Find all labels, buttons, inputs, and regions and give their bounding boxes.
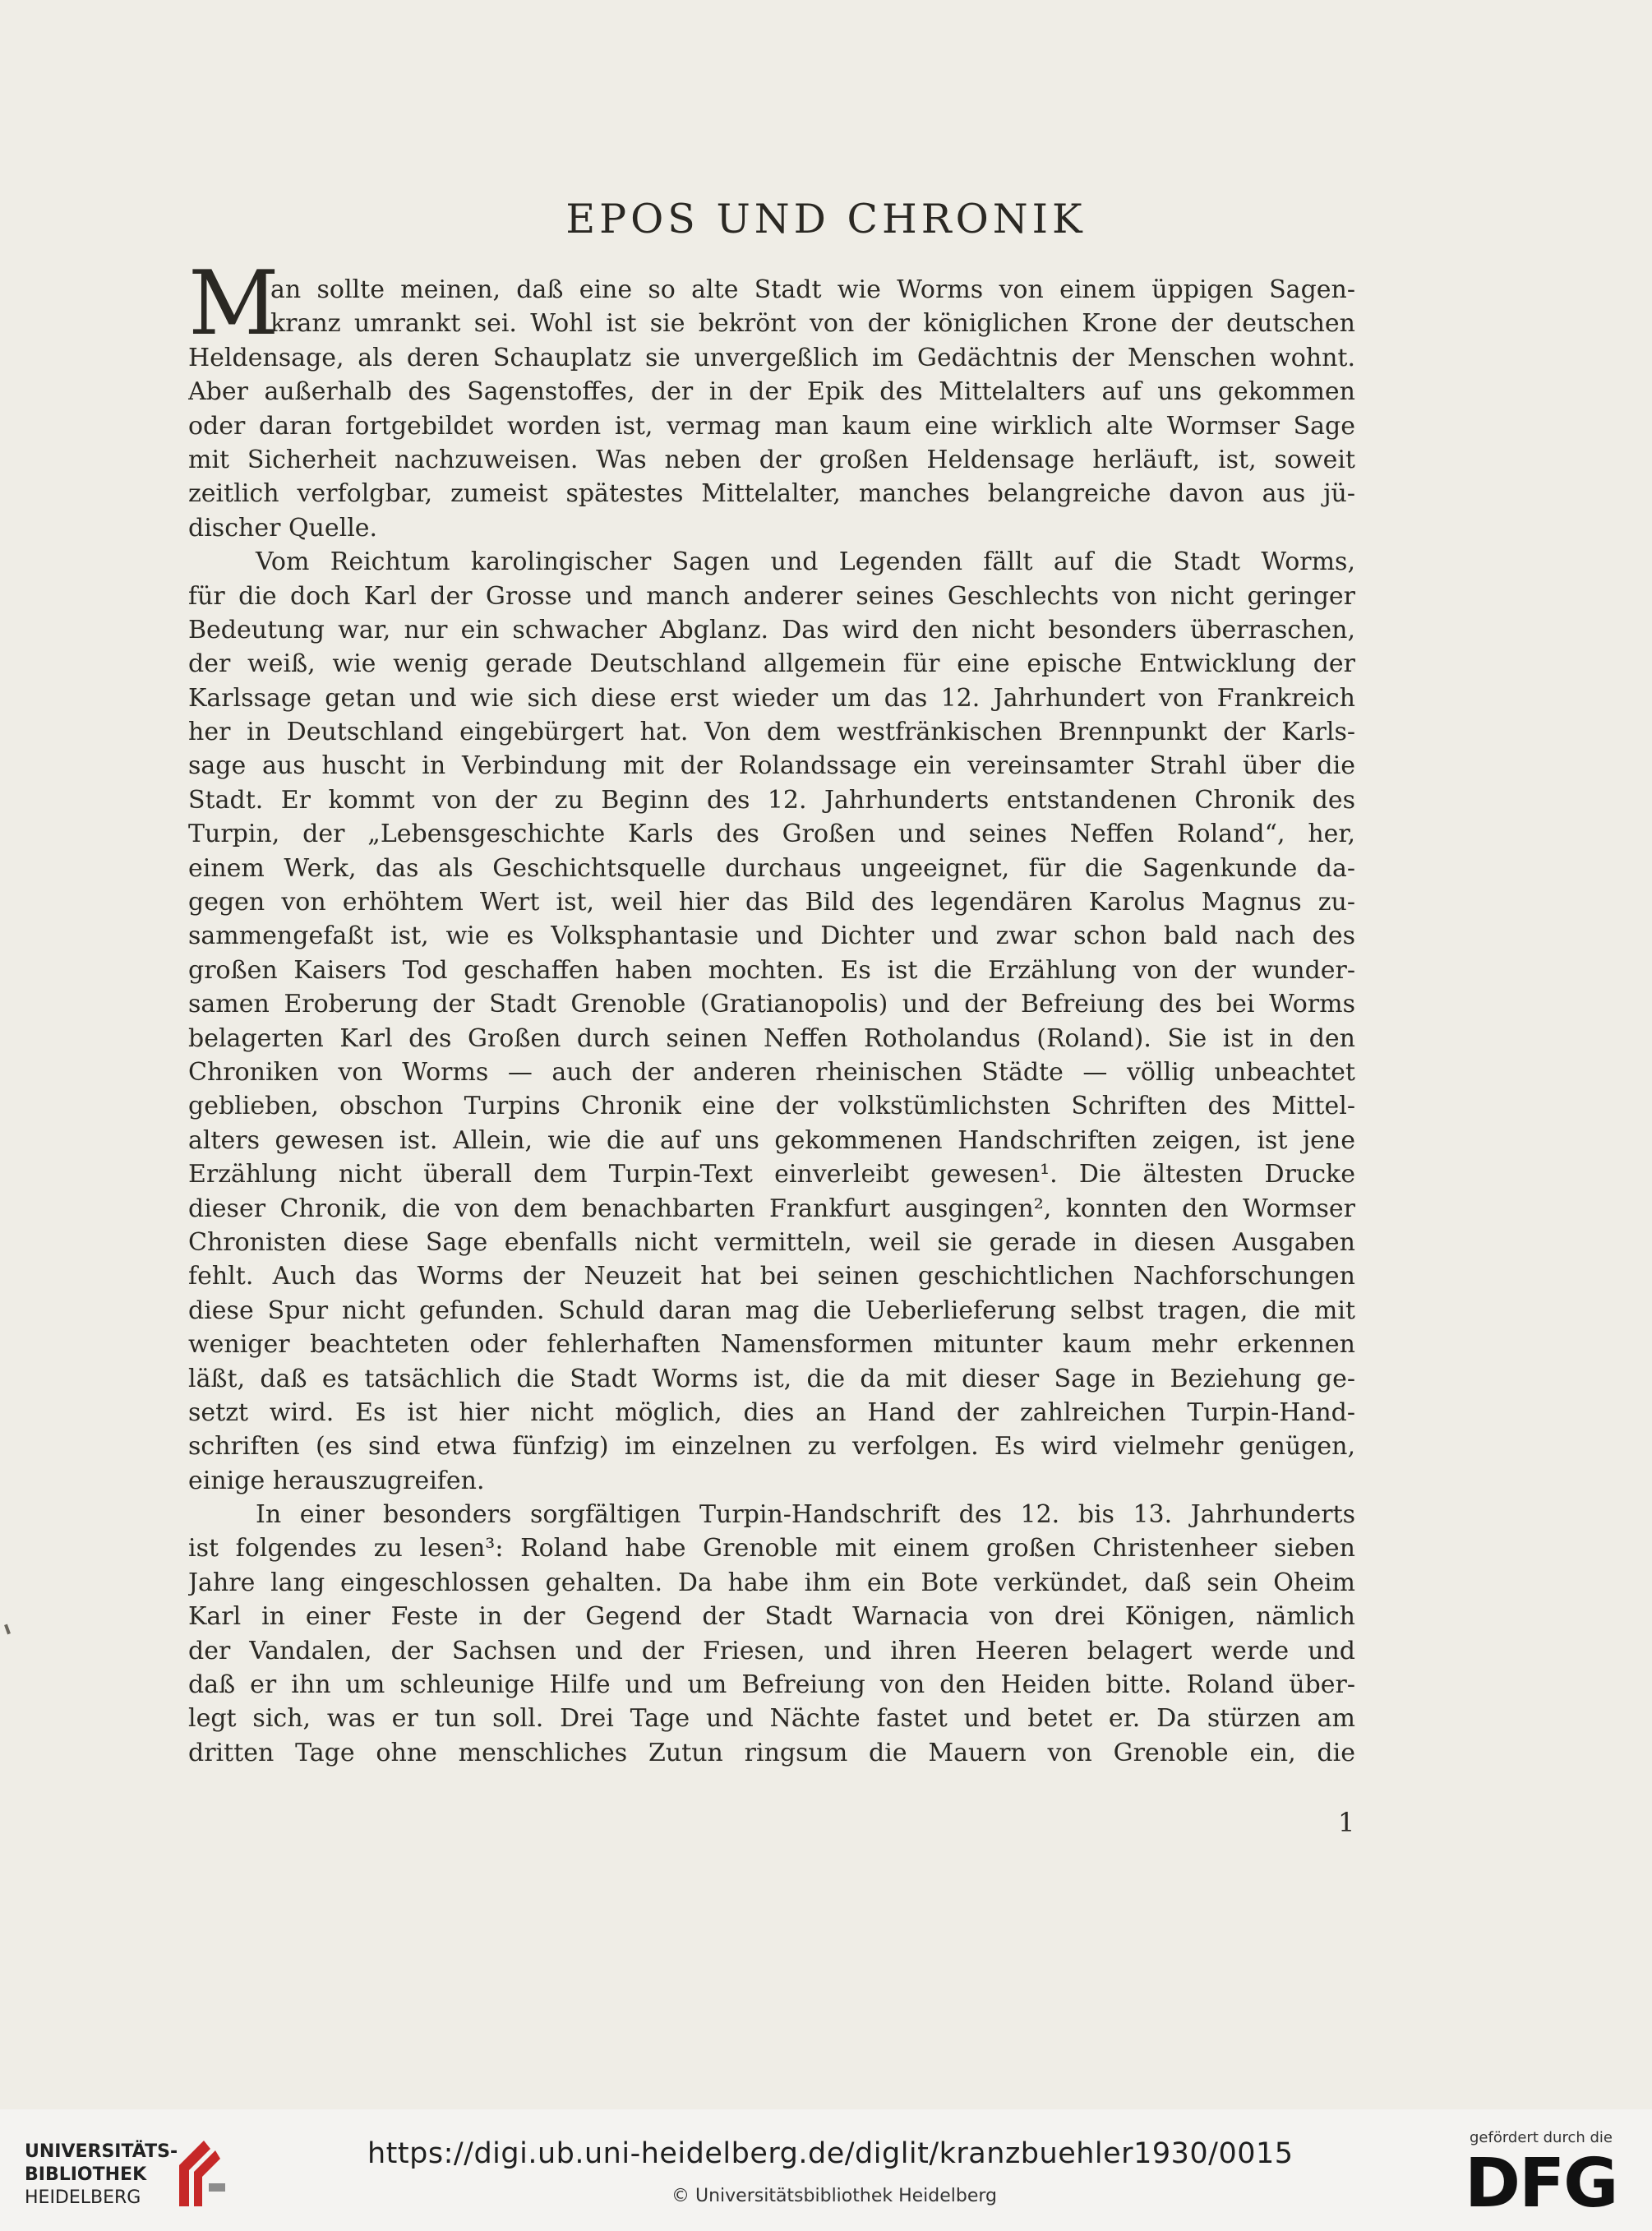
text-line: für die doch Karl der Grosse und manch anderer seines Geschlechts von nicht geringer (188, 581, 1355, 611)
text-line: zeitlich verfolgbar, zumeist spätestes Mittelalter, manches belangreiche davon aus jü- (188, 479, 1355, 509)
drop-cap: M (188, 252, 279, 355)
text-line: sage aus huscht in Verbindung mit der Rolandssage ein vereinsamter Strahl über die (188, 751, 1355, 781)
text-line: setzt wird. Es ist hier nicht möglich, dies an Hand der zahlreichen Turpin-Hand- (188, 1397, 1355, 1427)
text-line: an sollte meinen, daß eine so alte Stadt wie Worms von einem üppigen Sagen- (270, 275, 1355, 304)
text-line: der weiß, wie wenig gerade Deutschland allgemein für eine epische Entwicklung der (188, 649, 1355, 679)
text-line: alters gewesen ist. Allein, wie die auf uns gekommenen Handschriften zeigen, ist jene (188, 1125, 1355, 1155)
text-line: dieser Chronik, die von dem benachbarten Frankfurt ausgingen², konnten den Wormser (188, 1194, 1355, 1223)
text-line: großen Kaisers Tod geschaffen haben mochten. Es ist die Erzählung von der wunder- (188, 955, 1355, 985)
text-line: Karlssage getan und wie sich diese erst wieder um das 12. Jahrhundert von Frankreich (188, 683, 1355, 713)
permalink-url[interactable]: https://digi.ub.uni-heidelberg.de/diglit/kranzbuehler1930/0015 (367, 2137, 1294, 2170)
text-line: discher Quelle. (188, 513, 378, 543)
text-line: ist folgendes zu lesen³: Roland habe Grenoble mit einem großen Christenheer sieben (188, 1534, 1355, 1564)
text-line: sammengefaßt ist, wie es Volksphantasie und Dichter und zwar schon bald nach des (188, 922, 1355, 951)
text-line: einige herauszugreifen. (188, 1466, 485, 1495)
text-line: Jahre lang eingeschlossen gehalten. Da habe ihm ein Bote verkündet, daß sein Oheim (188, 1568, 1355, 1597)
text-line: diese Spur nicht gefunden. Schuld daran mag die Ueberlieferung selbst tragen, die mit (188, 1296, 1355, 1325)
text-line: der Vandalen, der Sachsen und der Friesen, und ihren Heeren belagert werde und (188, 1636, 1355, 1665)
body-text (188, 273, 1355, 1770)
library-logo-text[interactable] (25, 2141, 178, 2210)
text-line: gegen von erhöhtem Wert ist, weil hier das Bild des legendären Karolus Magnus zu- (188, 888, 1355, 917)
text-line: schriften (es sind etwa fünfzig) im einzelnen zu verfolgen. Es wird vielmehr genügen, (188, 1432, 1355, 1462)
text-line: Karl in einer Feste in der Gegend der Stadt Warnacia von drei Königen, nämlich (188, 1602, 1355, 1632)
text-line: In einer besonders sorgfältigen Turpin-Handschrift des 12. bis 13. Jahrhunderts (256, 1500, 1355, 1530)
text-line: belagerten Karl des Großen durch seinen Neffen Rotholandus (Roland). Sie ist in den (188, 1023, 1355, 1053)
dfg-logo[interactable]: DFG (1465, 2145, 1617, 2223)
library-name-line-2: BIBLIOTHEK (25, 2164, 147, 2185)
text-line: Turpin, der „Lebensgeschichte Karls des Großen und seines Neffen Roland“, her, (188, 820, 1355, 849)
text-line: daß er ihn um schleunige Hilfe und um Befreiung von den Heiden bitte. Roland über- (188, 1670, 1355, 1700)
text-line: Chronisten diese Sage ebenfalls nicht vermitteln, weil sie gerade in diesen Ausgaben (188, 1227, 1355, 1257)
text-line: samen Eroberung der Stadt Grenoble (Gratianopolis) und der Befreiung des bei Worms (188, 990, 1355, 1019)
text-line: kranz umrankt sei. Wohl ist sie bekrönt von der königlichen Krone der deutschen (270, 309, 1355, 339)
page-title: EPOS UND CHRONIK (565, 196, 1087, 242)
library-name-line-1: UNIVERSITÄTS- (25, 2141, 178, 2162)
funding-caption: gefördert durch die (1470, 2129, 1613, 2146)
margin-mark (4, 1624, 11, 1635)
text-line: legt sich, was er tun soll. Drei Tage und Nächte fastet und betet er. Da stürzen am (188, 1704, 1355, 1734)
text-line: Aber außerhalb des Sagenstoffes, der in der Epik des Mittelalters auf uns gekommen (188, 377, 1355, 407)
text-line: Bedeutung war, nur ein schwacher Abglanz. Das wird den nicht besonders überraschen, (188, 615, 1355, 644)
text-line: fehlt. Auch das Worms der Neuzeit hat bei seinen geschichtlichen Nachforschungen (188, 1262, 1355, 1291)
text-line: einem Werk, das als Geschichtsquelle durchaus ungeeignet, für die Sagenkunde da- (188, 853, 1355, 883)
text-line: Stadt. Er kommt von der zu Beginn des 12. Jahrhunderts entstandenen Chronik des (188, 785, 1355, 815)
text-line: weniger beachteten oder fehlerhaften Namensformen mitunter kaum mehr erkennen (188, 1330, 1355, 1360)
library-name-line-3: HEIDELBERG (25, 2187, 141, 2208)
text-line: Erzählung nicht überall dem Turpin-Text einverleibt gewesen¹. Die ältesten Drucke (188, 1160, 1355, 1189)
footer-bar (0, 2109, 1652, 2231)
text-line: Vom Reichtum karolingischer Sagen und Legenden fällt auf die Stadt Worms, (256, 547, 1355, 577)
text-line: geblieben, obschon Turpins Chronik eine der volkstümlichsten Schriften des Mittel- (188, 1092, 1355, 1121)
text-line: mit Sicherheit nachzuweisen. Was neben der großen Heldensage herläuft, ist, soweit (188, 445, 1355, 474)
library-logo-icon[interactable] (164, 2134, 230, 2212)
text-line: her in Deutschland eingebürgert hat. Von dem westfränkischen Brennpunkt der Karls- (188, 718, 1355, 747)
copyright-notice: © Universitätsbibliothek Heidelberg (671, 2186, 998, 2206)
text-line: Chroniken von Worms — auch der anderen rheinischen Städte — völlig unbeachtet (188, 1057, 1355, 1087)
text-line: oder daran fortgebildet worden ist, vermag man kaum eine wirklich alte Wormser Sage (188, 411, 1355, 441)
text-line: Heldensage, als deren Schauplatz sie unvergeßlich im Gedächtnis der Menschen wohnt. (188, 343, 1355, 372)
text-line: läßt, daß es tatsächlich die Stadt Worms ist, die da mit dieser Sage in Beziehung ge- (188, 1364, 1355, 1393)
text-line: dritten Tage ohne menschliches Zutun ringsum die Mauern von Grenoble ein, die (188, 1738, 1355, 1767)
page-number: 1 (1338, 1807, 1355, 1838)
